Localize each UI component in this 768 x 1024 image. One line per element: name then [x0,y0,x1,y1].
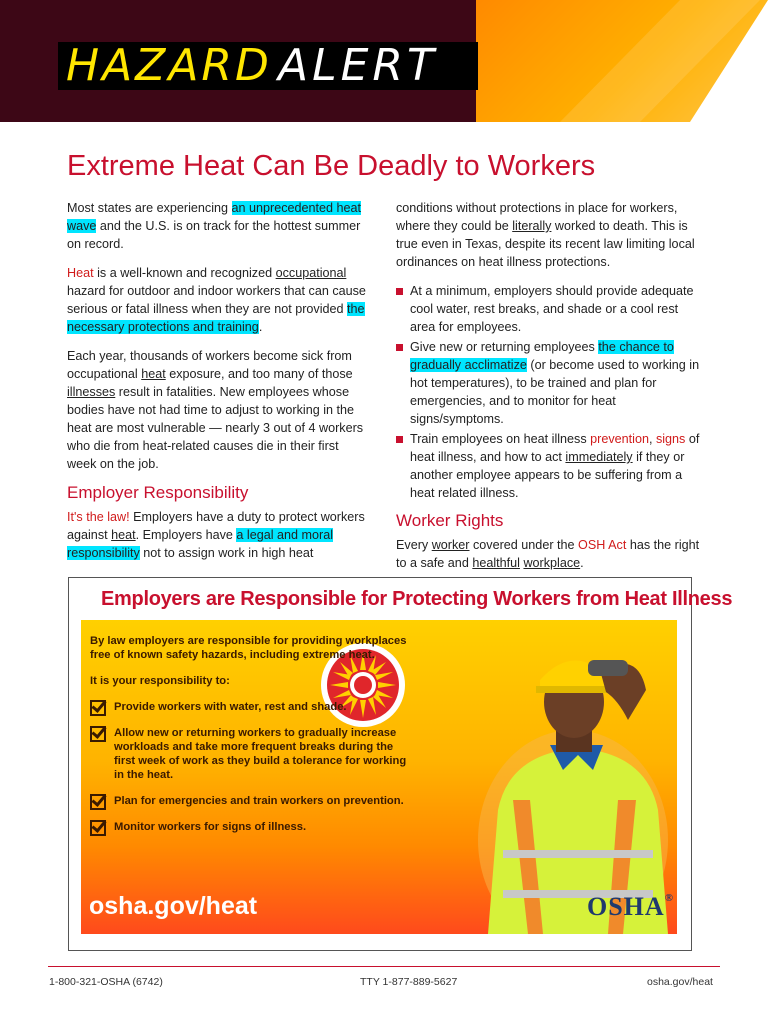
right-column [396,199,701,583]
infographic-intro: By law employers are responsible for providing workplaces free of known safety hazards, including extreme heat. [90,635,407,661]
paragraph-employer-law: It's the law! Employers have a duty to protect workers against heat. Employers have a legal and moral responsibility not to assign work in high heat [67,510,365,560]
infographic-lead: It is your responsibility to: [90,675,230,687]
checkbox-icon [90,726,106,742]
checkbox-icon [90,794,106,810]
footer-website: osha.gov/heat [647,976,713,988]
list-item: At a minimum, employers should provide adequate cool water, rest breaks, and shade or a cool rest area for employees. [396,282,701,336]
hazard-alert-word-hazard: HAZARD [66,40,272,91]
page-title: Extreme Heat Can Be Deadly to Workers [67,150,596,182]
checkbox-icon [90,820,106,836]
footer-divider [48,966,720,967]
hazard-alert-word-alert: ALERT [278,40,438,91]
heading-employer-responsibility: Employer Responsibility [67,483,249,502]
checklist-item: Plan for emergencies and train workers on prevention. [90,794,410,808]
osha-logo: OSHA® [587,892,674,921]
paragraph-conditions: conditions without protections in place for workers, where they could be literally worked to death. This is true even in Texas, despite its recent law limiting local ordinances on heat illness protections. [396,201,695,269]
infographic-url: osha.gov/heat [89,892,258,920]
paragraph-intro: Most states are experiencing an unprecedented heat wave and the U.S. is on track for the hottest summer on record. [67,201,362,251]
left-column [67,199,369,573]
list-item: Give new or returning employees the chance to gradually acclimatize (or become used to working in hot temperatures), to be trained and plan for emergencies, and to monitor for heat signs/symptoms. [396,338,701,428]
checklist-item: Monitor workers for signs of illness. [90,820,410,834]
employer-duties-list [396,282,701,502]
paragraph-statistics: Each year, thousands of workers become sick from occupational heat exposure, and too many of those illnesses result in fatalities. New employees whose bodies have not had time to adjust to working in the heat are most vulnerable — nearly 3 out of 4 workers who die from heat-related causes die in their first week on the job. [67,349,364,471]
list-item: Train employees on heat illness prevention, signs of heat illness, and how to act immediately if they or another employee appears to be suffering from a heat related illness. [396,430,701,502]
checklist-item: Provide workers with water, rest and shade. [90,700,410,714]
paragraph-heat: Heat is a well-known and recognized occupational hazard for outdoor and indoor workers that can cause serious or fatal illness when they are not provided the necessary protections and training. [67,266,366,334]
worker-photo [468,640,678,934]
checkbox-icon [90,700,106,716]
paragraph-worker-rights: Every worker covered under the OSH Act has the right to a safe and healthful workplace. [396,538,700,570]
checklist-item: Allow new or returning workers to gradually increase workloads and take more frequent breaks during the first week of work as they build a tolerance for working in the heat. [90,726,410,782]
footer-tty: TTY 1-877-889-5627 [360,976,458,988]
infographic-text [90,634,410,846]
infographic-title: Employers are Responsible for Protecting Workers from Heat Illness [101,588,733,610]
footer-phone: 1-800-321-OSHA (6742) [49,976,163,988]
heading-worker-rights: Worker Rights [396,511,504,530]
